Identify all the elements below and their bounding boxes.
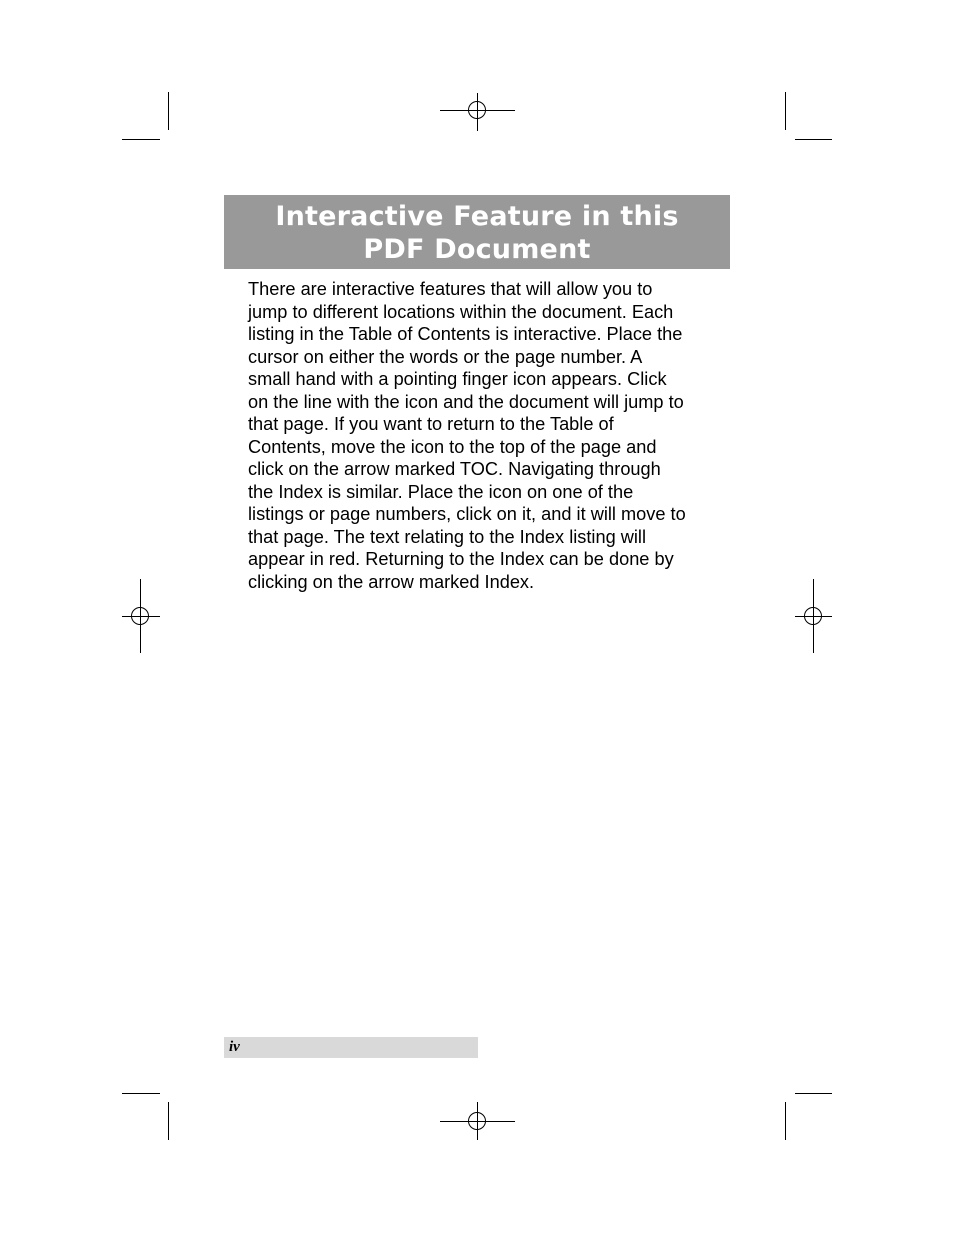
- body-line: listing in the Table of Contents is interactive. Place the: [248, 324, 683, 344]
- page-title-line-2: PDF Document: [363, 234, 591, 265]
- crop-mark: [168, 1102, 169, 1140]
- registration-circle: [468, 101, 486, 119]
- crop-mark: [168, 92, 169, 130]
- title-banner: [224, 195, 730, 269]
- page-number: iv: [229, 1039, 240, 1055]
- registration-circle: [131, 607, 149, 625]
- body-line: on the line with the icon and the document will jump to: [248, 391, 684, 412]
- page-title-line-1: Interactive Feature in this: [275, 201, 679, 232]
- crop-mark: [785, 92, 786, 130]
- body-line: that page. The text relating to the Index listing will: [248, 526, 647, 547]
- crop-mark: [122, 1093, 160, 1094]
- registration-circle: [804, 607, 822, 625]
- body-line: that page. If you want to return to the Table of: [248, 414, 614, 434]
- registration-circle: [468, 1112, 486, 1130]
- crop-mark: [795, 1093, 832, 1094]
- crop-mark: [122, 139, 160, 140]
- body-line: cursor on either the words or the page number. A: [248, 346, 643, 367]
- body-line: appear in red. Returning to the Index can be done by: [248, 549, 674, 569]
- body-line: click on the arrow marked TOC. Navigating through: [248, 459, 661, 479]
- body-line: jump to different locations within the document. Each: [248, 301, 674, 322]
- body-paragraph: [248, 278, 718, 593]
- body-line: the Index is similar. Place the icon on one of the: [248, 481, 634, 502]
- body-line: small hand with a pointing finger icon appears. Click: [248, 369, 667, 389]
- crop-mark: [785, 1102, 786, 1140]
- body-line: clicking on the arrow marked Index.: [248, 571, 535, 592]
- footer-bar: [224, 1037, 478, 1058]
- body-line: Contents, move the icon to the top of the page and: [248, 436, 657, 457]
- crop-mark: [795, 139, 832, 140]
- body-line: listings or page numbers, click on it, and it will move to: [248, 504, 686, 524]
- body-line: There are interactive features that will allow you to: [248, 279, 653, 299]
